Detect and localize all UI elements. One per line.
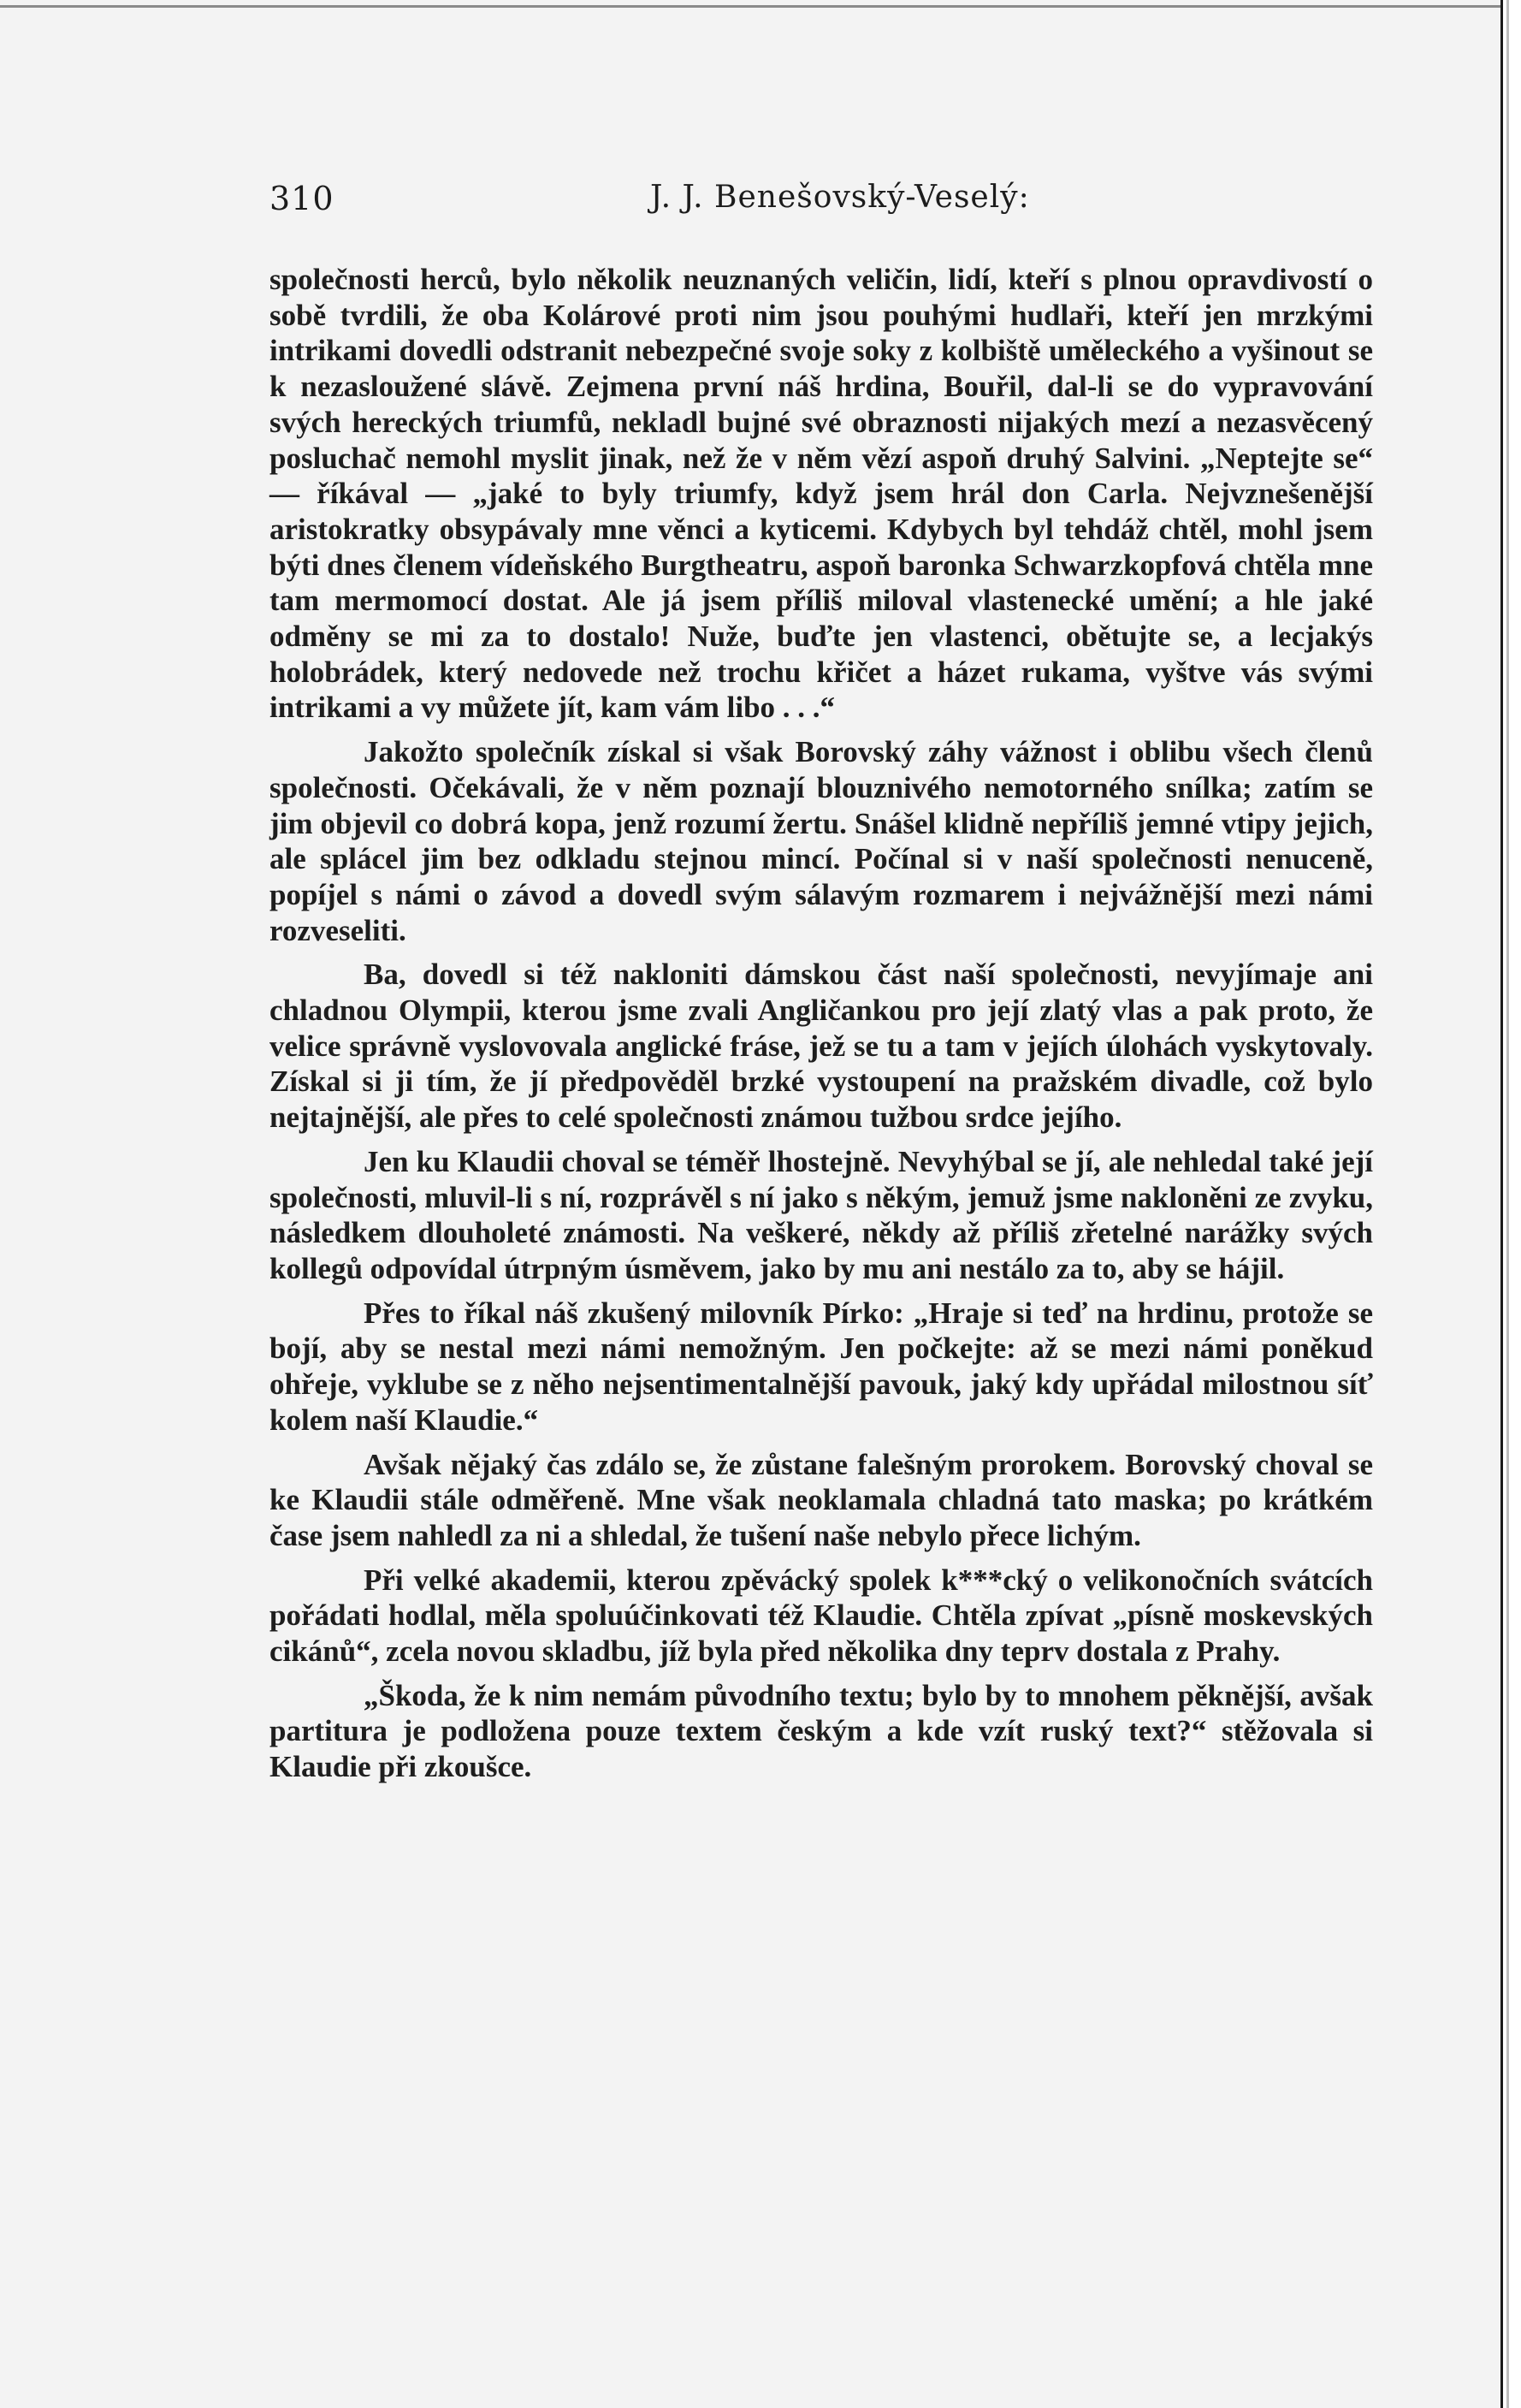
paragraph: „Škoda, že k nim nemám původního textu; bylo by to mnohem pěknější, avšak partitura je podložena pouze textem českým a kde vzít ruský text?“ stěžovala si Klaudie při zkoušce. [269,1678,1373,1784]
page-top-edge [0,5,1501,8]
running-head [269,180,1373,231]
paragraph: Jakožto společník získal si však Borovský záhy vážnost i oblibu všech členů společnosti. Očekávali, že v něm poznají blouznivého nemotorného snílka; zatím se jim objevil co dobrá kopa, jenž rozumí žertu. Snášel klidně nepříliš jemné vtipy jejich, ale splácel jim bez odkladu stejnou mincí. Počínal si v naší společnosti nenuceně, popíjel s námi o závod a dovedl svým sálavým rozmarem i nejvážnější mezi námi rozveseliti. [269,735,1373,947]
paragraph: Jen ku Klaudii choval se téměř lhostejně. Nevyhýbal se jí, ale nehledal také její společnosti, mluvil-li s ní, rozprávěl s ní jako s někým, jemuž jsme nakloněni ze zvyku, následkem dlouholeté známosti. Na veškeré, někdy až příliš zřetelné narážky svých kollegů odpovídal útrpným úsměvem, jako by mu ani nestálo za to, aby se hájil. [269,1144,1373,1285]
running-title: J. J. Benešovský-Veselý: [650,180,1030,215]
paragraph: společnosti herců, bylo několik neuznaných veličin, lidí, kteří s plnou opravdivostí o sobě tvrdili, že oba Kolárové proti nim jsou pouhými hudlaři, kteří jen mrzkými intrikami dovedli odstranit nebezpečné svoje soky z kolbiště uměleckého a vyšinout se k nezasloužené slávě. Zejmena první náš hrdina, Bouřil, dal-li se do vypravování svých hereckých triumfů, nekladl bujné své obraznosti nijakých mezí a nezasvěcený posluchač nemohl myslit jinak, než že v něm vězí aspoň druhý Salvini. „Neptejte se“ — říkával — „jaké to byly triumfy, když jsem hrál don Carla. Nejvznešenější aristokratky obsypávaly mne věnci a kyticemi. Kdybych byl tehdáž chtěl, mohl jsem býti dnes členem vídeňského Burgtheatru, aspoň baronka Schwarzkopfová chtěla mne tam mermomocí dostat. Ale já jsem příliš miloval vlastenecké umění; a hle jaké odměny se mi za to dostalo! Nuže, buďte jen vlastenci, obětujte se, a lecjakýs holobrádek, který nedovede než trochu křičet a házet rukama, vyštve vás svými intrikami a vy můžete jít, kam vám libo . . .“ [269,263,1373,725]
page-edge [1500,0,1521,2408]
paragraph: Ba, dovedl si též nakloniti dámskou část naší společnosti, nevyjímaje ani chladnou Olympii, kterou jsme zvali Angličankou pro její zlatý vlas a pak proto, že velice správně vyslovovala anglické fráse, jež se tu a tam v jejích úlohách vyskytovaly. Získal si ji tím, že jí předpověděl brzké vystoupení na pražském divadle, což bylo nejtajnější, ale přes to celé společnosti známou tužbou srdce jejího. [269,958,1373,1135]
paragraph: Přes to říkal náš zkušený milovník Pírko: „Hraje si teď na hrdinu, protože se bojí, aby se nestal mezi námi nemožným. Jen počkejte: až se mezi námi poněkud ohřeje, vyklube se z něho nejsentimentalnější pavouk, jaký kdy upřádal milostnou síť kolem naší Klaudie.“ [269,1296,1373,1437]
page-number: 310 [269,180,334,217]
paragraph: Avšak nějaký čas zdálo se, že zůstane falešným prorokem. Borovský choval se ke Klaudii stále odměřeně. Mne však neoklamala chladná tato maska; po krátkém čase jsem nahledl za ni a shledal, že tušení naše nebylo přece lichým. [269,1447,1373,1552]
body-text [269,262,1373,1785]
paragraph: Při velké akademii, kterou zpěvácký spolek k***cký o velikonočních svátcích pořádati hodlal, měla spoluúčinkovati též Klaudie. Chtěla zpívat „písně moskevských cikánů“, zcela novou skladbu, jíž byla před několika dny teprv dostala z Prahy. [269,1563,1373,1669]
